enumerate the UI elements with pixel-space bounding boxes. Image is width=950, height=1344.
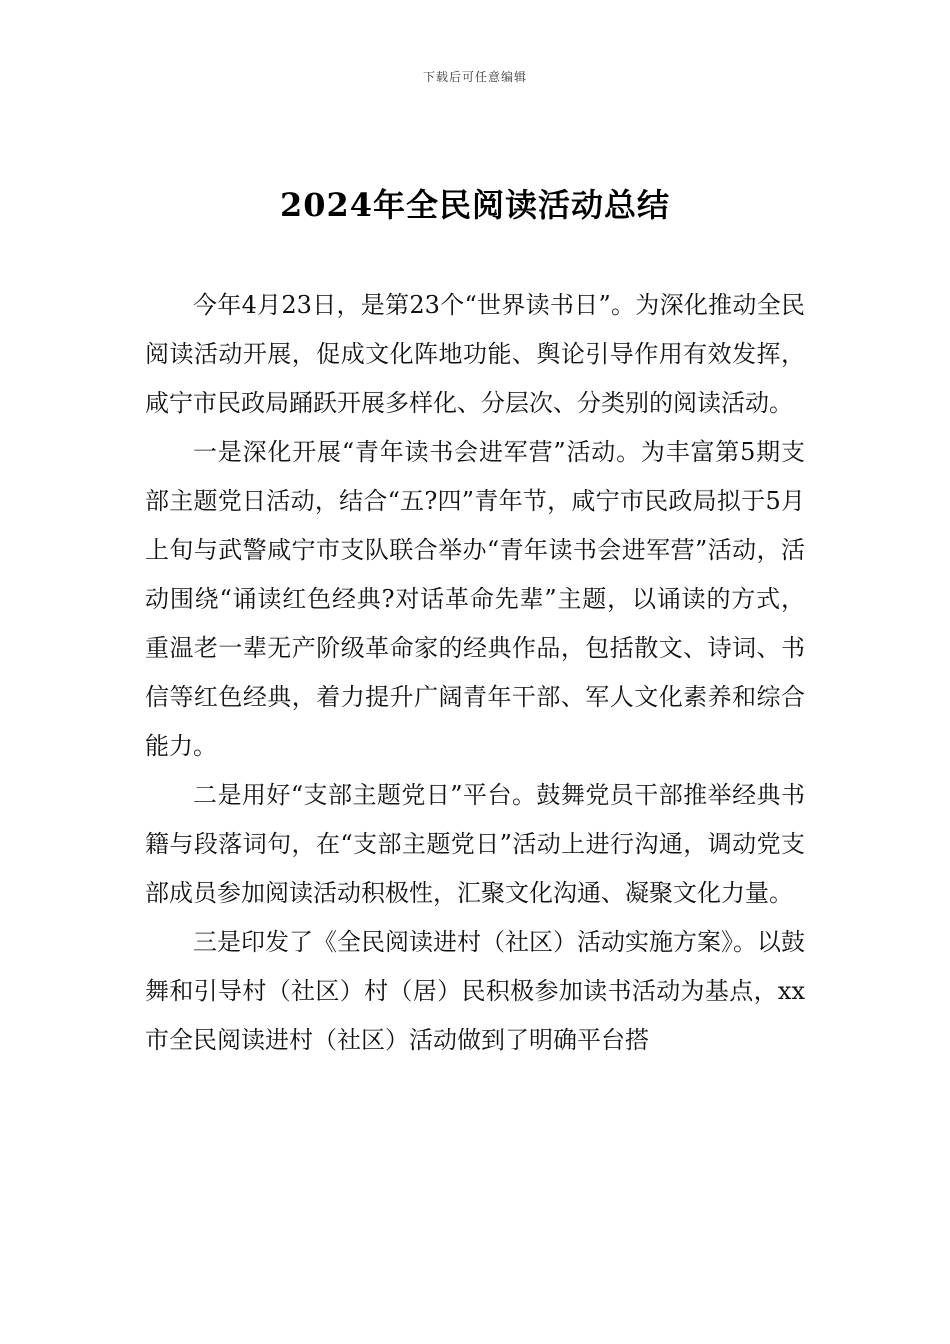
- paragraph-item-3: 三是印发了《全民阅读进村（社区）活动实施方案》。以鼓舞和引导村（社区）村（居）民积极参加读书活动为基点，xx市全民阅读进村（社区）活动做到了明确平台搭: [145, 928, 805, 1054]
- paragraph-item-1: 一是深化开展“青年读书会进军营”活动。为丰富第5期支部主题党日活动，结合“五?四”青年节，咸宁市民政局拟于5月上旬与武警咸宁市支队联合举办“青年读书会进军营”活动，活动围绕“诵读红色经典?对话革命先辈”主题，以诵读的方式，重温老一辈无产阶级革命家的经典作品，包括散文、诗词、书信等红色经典，着力提升广阔青年干部、军人文化素养和综合能力。: [145, 438, 805, 760]
- header-note: 下载后可任意编辑: [422, 70, 527, 84]
- paragraph-item-2: 二是用好“支部主题党日”平台。鼓舞党员干部推举经典书籍与段落词句，在“支部主题党日”活动上进行沟通，调动党支部成员参加阅读活动积极性，汇聚文化沟通、凝聚文化力量。: [145, 781, 805, 907]
- document-body: [145, 281, 805, 1065]
- document-title: 2024年全民阅读活动总结: [279, 186, 671, 224]
- paragraph-intro: 今年4月23日，是第23个“世界读书日”。为深化推动全民阅读活动开展，促成文化阵地功能、舆论引导作用有效发挥，咸宁市民政局踊跃开展多样化、分层次、分类别的阅读活动。: [145, 291, 805, 417]
